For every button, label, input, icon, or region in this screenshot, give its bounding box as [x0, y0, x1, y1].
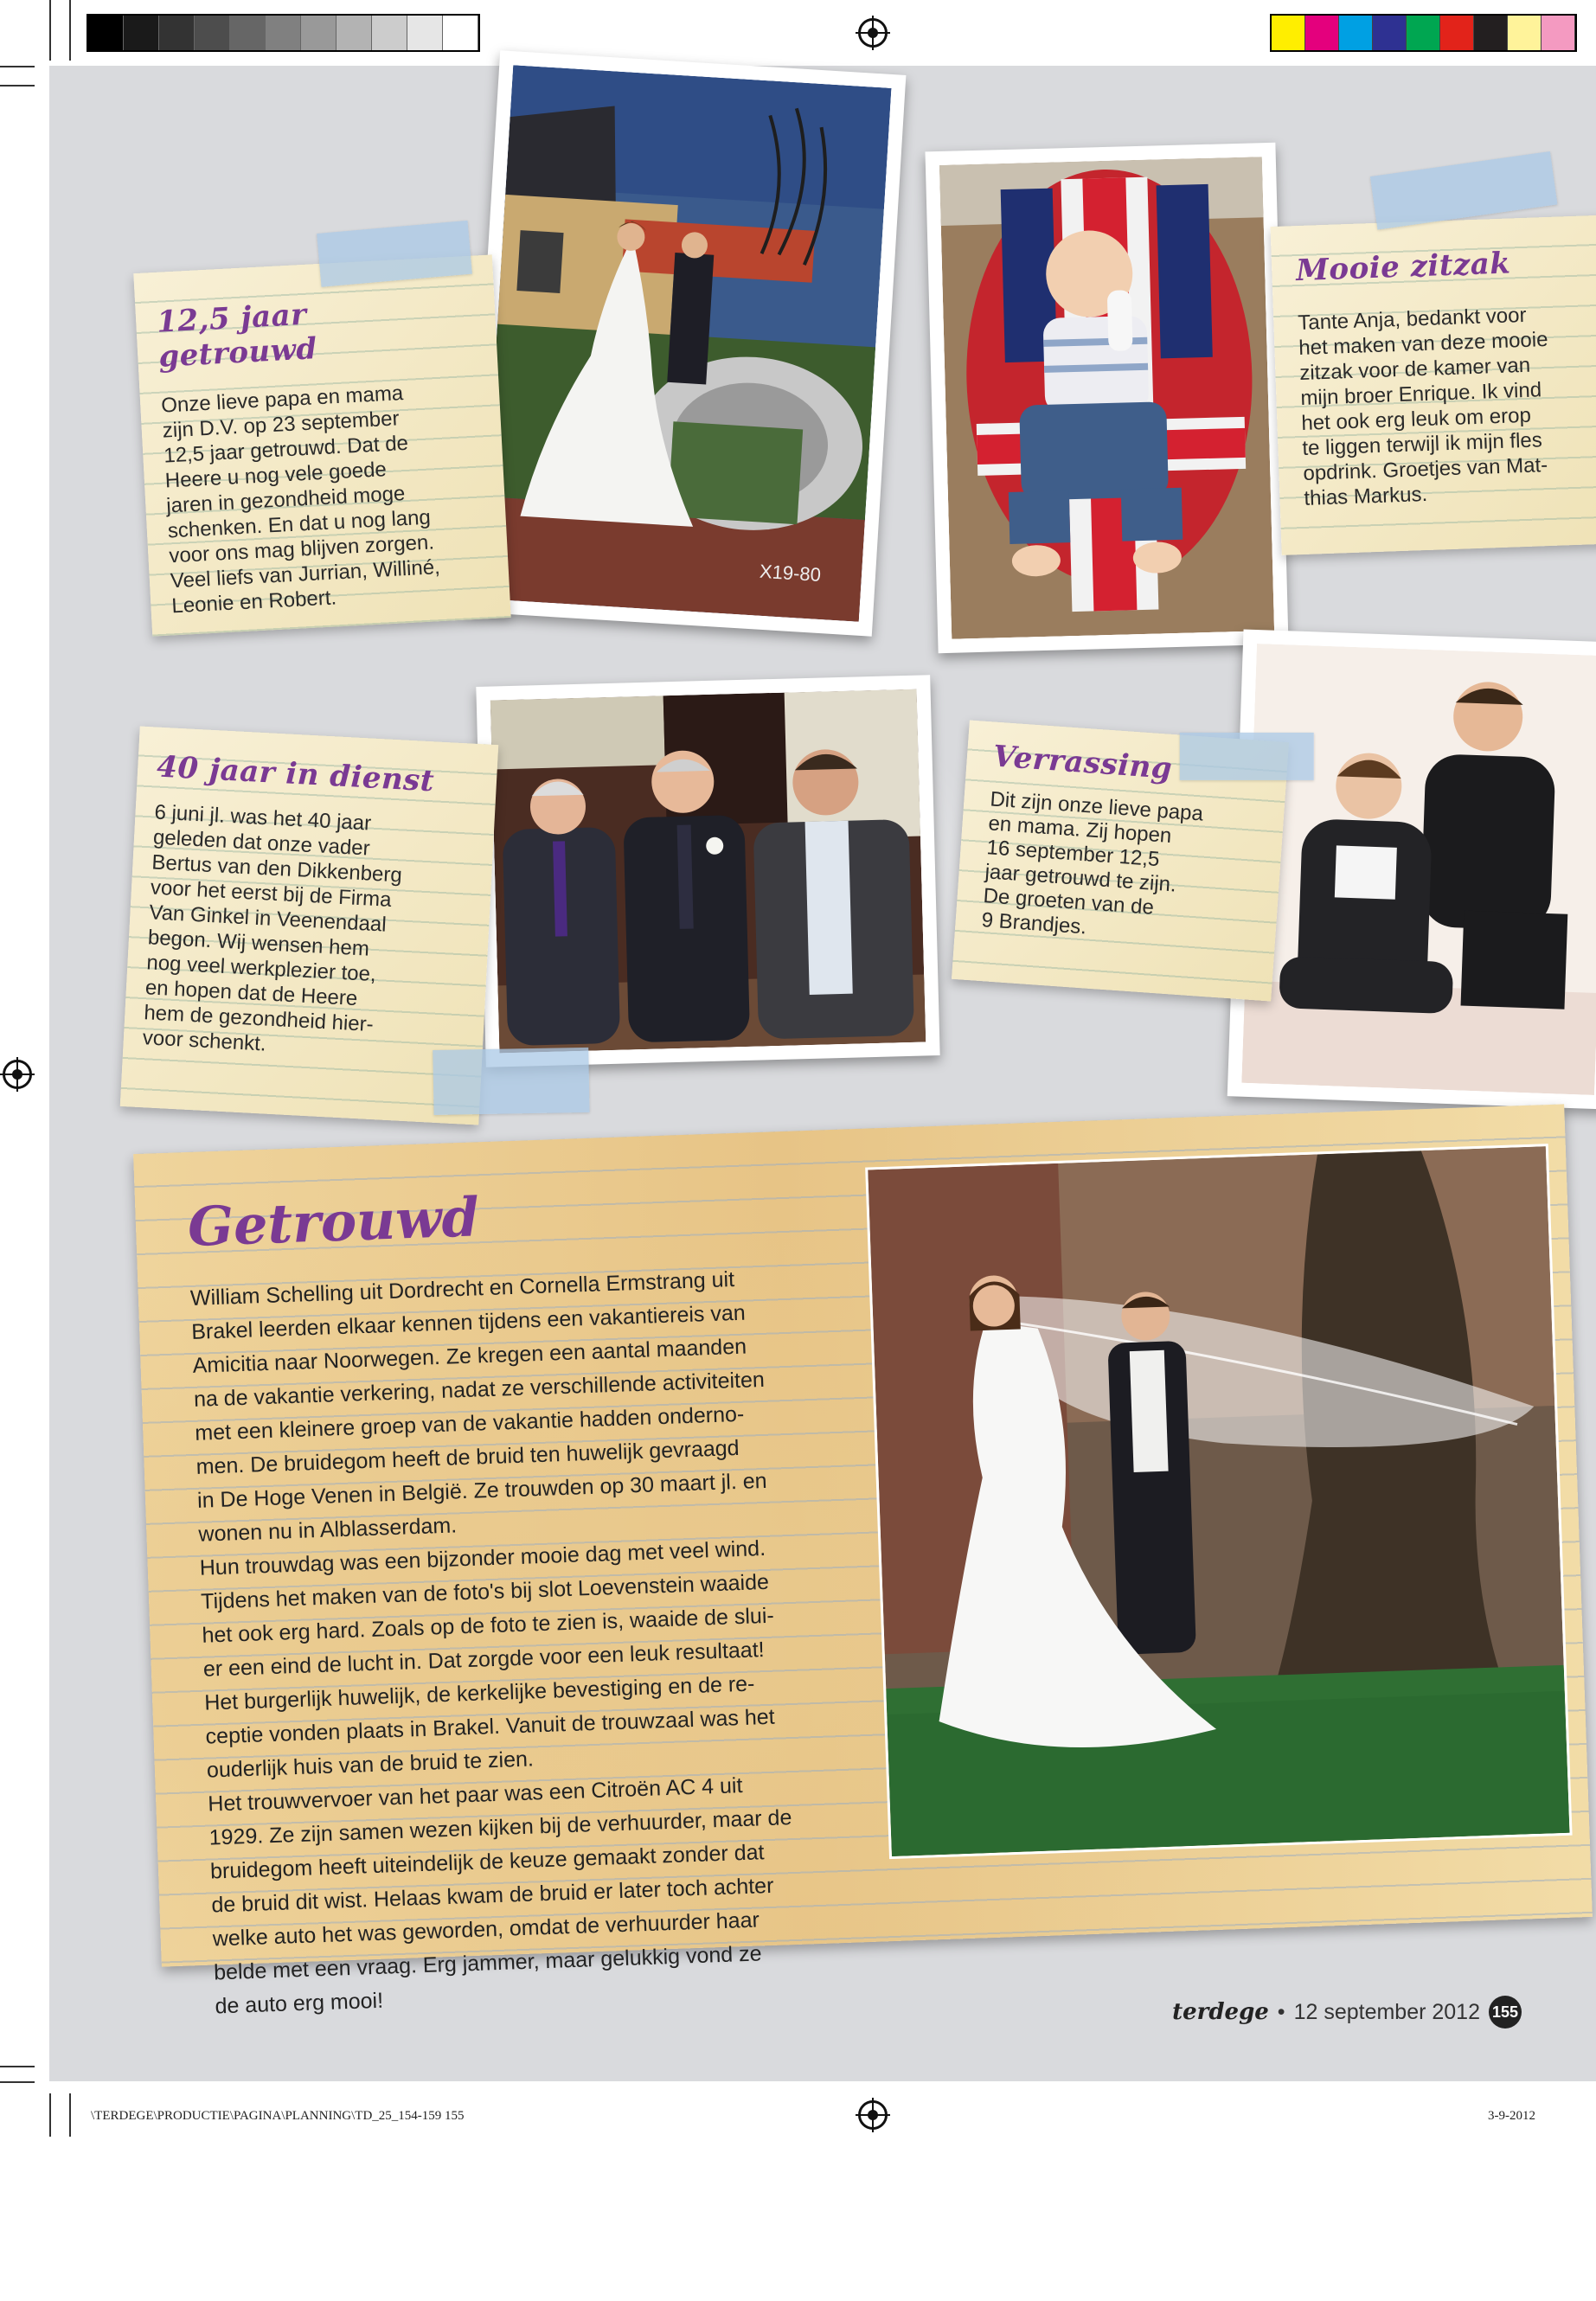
page-number-badge: 155: [1489, 1996, 1522, 2029]
tape: [433, 1048, 589, 1115]
color-swatch: [1272, 16, 1305, 50]
note-12-5-jaar-getrouwd: [133, 254, 510, 636]
page-footer: [1172, 1996, 1522, 2029]
registration-mark-icon: [858, 18, 888, 48]
note-title: Verrassing: [991, 739, 1174, 786]
note-verrassing: [952, 720, 1289, 1001]
slug-path: \TERDEGE\PRODUCTIE\PAGINA\PLANNING\TD_25_154-159 155: [91, 2109, 465, 2123]
color-swatch: [1474, 16, 1508, 50]
note-mooie-zitzak: [1270, 215, 1596, 555]
color-swatch: [1373, 16, 1407, 50]
color-swatch: [1440, 16, 1474, 50]
footer-separator: •: [1277, 1999, 1285, 2024]
grayscale-bar: [87, 14, 480, 52]
color-swatch: [1407, 16, 1440, 50]
tape: [1180, 733, 1314, 780]
color-swatch: [1305, 16, 1339, 50]
color-bar: [1270, 14, 1577, 52]
note-title: 40 jaar in dienst: [156, 749, 436, 799]
note-body: Dit zijn onze lieve papa en mama. Zij hopen 16 september 12,5 jaar getrouwd te zijn. De groeten van de 9 Brandjes.: [980, 787, 1204, 939]
registration-mark-icon: [3, 1060, 32, 1089]
photo-three-men: [476, 675, 939, 1067]
crop-mark: [0, 85, 35, 87]
license-plate: X19-80: [759, 560, 822, 586]
registration-mark-icon: [858, 2100, 888, 2130]
magazine-brand: terdege: [1172, 1999, 1269, 2025]
note-title: Getrouwd: [186, 1185, 481, 1259]
photo-wedding-car: [466, 50, 907, 636]
color-swatch: [1508, 16, 1542, 50]
note-title: Mooie zitzak: [1295, 246, 1512, 289]
note-body: Tante Anja, bedankt voor het maken van deze mooie zitzak voor de kamer van mijn broer Enrique. Ik vind het ook erg leuk om erop te liggen terwijl ik mijn fles opdrink. Groetjes van Mat- thias Markus.: [1297, 303, 1548, 510]
photo-bride-groom-veil: [865, 1144, 1572, 1859]
crop-mark: [49, 2093, 51, 2137]
photo-baby-beanbag: [925, 143, 1288, 653]
note-40-jaar-in-dienst: [120, 726, 498, 1125]
crop-mark: [69, 2093, 71, 2137]
crop-mark: [69, 0, 71, 61]
crop-mark: [49, 0, 51, 61]
crop-mark: [0, 2081, 35, 2083]
color-swatch: [1339, 16, 1373, 50]
color-swatch: [1542, 16, 1575, 50]
slug-date: 3-9-2012: [1488, 2109, 1535, 2123]
note-body: 6 juni jl. was het 40 jaar geleden dat onze vader Bertus van den Dikkenberg voor het eerst bij de Firma Van Ginkel in Veenendaal begon. Wij wensen hem nog veel werkplezier toe, en hopen dat de Heere hem de gezondheid hier- voor schenkt.: [142, 800, 403, 1056]
crop-mark: [0, 66, 35, 67]
crop-mark: [0, 2066, 35, 2067]
note-body: Onze lieve papa en mama zijn D.V. op 23 september 12,5 jaar getrouwd. Dat de Heere u nog vele goede jaren in gezondheid moge schenken. En dat u nog lang voor ons mag blijven zorgen. Veel liefs van Jurrian, Williné, Leonie en Robert.: [160, 381, 441, 619]
photo-couple-portrait: [1227, 629, 1596, 1109]
issue-date: 12 september 2012: [1293, 1999, 1480, 2024]
note-body: William Schelling uit Dordrecht en Cornella Ermstrang uit Brakel leerden elkaar kennen tijdens een vakantiereis van Amicitia naar Noorwegen. Ze kregen een aantal maanden na de vakantie verkering, nadat ze verschillende activiteiten met een kleinere groep van de vakantie hadden onderno- men. De bruidegom heeft de bruid ten huwelijk gevraagd in De Hoge Venen in België. Ze trouwden op 30 maart jl. en wonen nu in Alblasserdam. Hun trouwdag was een bijzonder mooie dag met veel wind. Tijdens het maken van de foto's bij slot Loevenstein waaide het ook erg hard. Zoals op de foto te zien is, waaide de slui- er een eind de lucht in. Dat zorgde voor een leuk resultaat! Het burgerlijk huwelijk, de kerkelijke bevestiging en de re- ceptie vonden plaats in Brakel. Vanuit de trouwzaal was het ouderlijk huis van de bruid te zien. Het trouwvervoer van het paar was een Citroën AC 4 uit 1929. Ze zijn samen wezen kijken bij de verhuurder, maar de bruidegom heeft uiteindelijk de keuze gemaakt zonder dat de bruid dit wist. Helaas kwam de bruid er later toch achter welke auto het was geworden, omdat de verhuurder haar belde met een vraag. Erg jammer, maar gelukkig vond ze de auto erg mooi!: [189, 1267, 792, 2019]
note-title: 12,5 jaar getrouwd: [156, 297, 318, 375]
